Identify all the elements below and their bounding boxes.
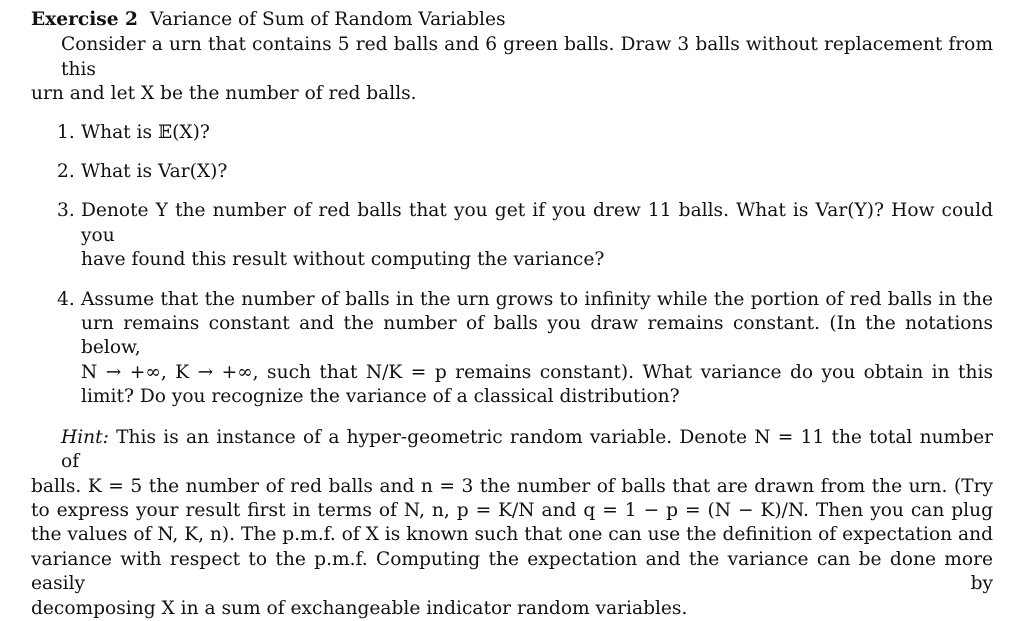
- hint-line: variance with respect to the p.m.f. Computing the expectation and the variance can be done more easily by: [31, 548, 993, 595]
- question-number: 1.: [57, 121, 75, 143]
- hint-line: to express your result first in terms of N, n, p = K/N and q = 1 − p = (N − K)/N. Then you can plug: [31, 499, 993, 521]
- hint-line: the values of N, K, n). The p.m.f. of X is known such that one can use the definition of expectation and: [31, 524, 993, 546]
- exercise-heading: [31, 8, 993, 32]
- question-text-line: limit? Do you recognize the variance of a classical distribution?: [81, 386, 680, 408]
- hint-block: [31, 426, 993, 621]
- question-text: What is 𝔼(X)?: [81, 121, 210, 143]
- question-text-line: N → +∞, K → +∞, such that N/K = p remains constant). What variance do you obtain in this: [81, 361, 993, 383]
- question-2: [31, 160, 993, 184]
- hint-line: decomposing X in a sum of exchangeable indicator random variables.: [31, 597, 688, 619]
- question-text-line: Denote Y the number of red balls that you get if you drew 11 balls. What is Var(Y)? How could you: [81, 200, 993, 246]
- question-number: 2.: [57, 161, 75, 183]
- question-number: 4.: [57, 288, 75, 310]
- hint-text: This is an instance of a hyper-geometric random variable. Denote N = 11 the total number of: [61, 426, 993, 473]
- question-text-line: Assume that the number of balls in the urn grows to infinity while the portion of red balls in the: [81, 288, 993, 310]
- question-3: [31, 199, 993, 272]
- intro-line-2: urn and let X be the number of red balls.: [31, 83, 417, 105]
- question-text-line: urn remains constant and the number of balls you draw remains constant. (In the notations below,: [81, 313, 993, 359]
- hint-line-1: [31, 426, 993, 475]
- exercise-label: Exercise 2: [31, 9, 138, 30]
- exercise-title: Variance of Sum of Random Variables: [149, 9, 506, 30]
- question-1: [31, 121, 993, 145]
- question-text-line: have found this result without computing the variance?: [81, 249, 605, 271]
- question-number: 3.: [57, 200, 75, 222]
- exercise-page: [31, 8, 993, 621]
- question-4: [31, 288, 993, 410]
- intro-line-1: Consider a urn that contains 5 red balls and 6 green balls. Draw 3 balls without replacement from this: [61, 34, 993, 80]
- question-text: What is Var(X)?: [81, 161, 228, 183]
- hint-label: Hint:: [61, 426, 109, 448]
- hint-line: balls. K = 5 the number of red balls and n = 3 the number of balls that are drawn from the urn. (Try: [31, 475, 993, 497]
